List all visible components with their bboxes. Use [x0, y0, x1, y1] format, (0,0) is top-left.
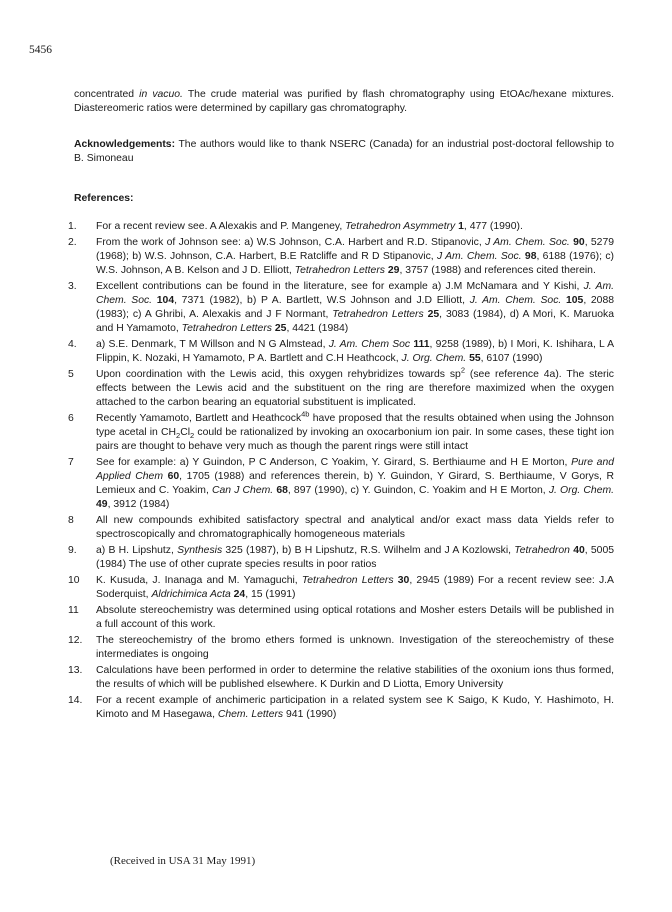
reference-text: For a recent example of anchimeric participation in a related system see K Saigo, K Kudo, Y. Hashimoto, H. Kimoto and M Hasegawa, Chem. Letters 941 (1990)	[96, 695, 614, 720]
reference-text: a) S.E. Denmark, T M Willson and N G Almstead, J. Am. Chem Soc 111, 9258 (1989), b) I Mori, K. Ishihara, L A Flippin, K. Nozaki, H Yamamoto, P A. Bartlett and C.H Heathcock, J. Org. Chem. 55, 6107 (1990)	[96, 339, 615, 364]
reference-number: 3.	[68, 281, 77, 292]
page-number: 5456	[29, 44, 52, 56]
reference-item	[68, 604, 614, 632]
reference-item	[68, 365, 614, 410]
references-heading: References:	[74, 193, 134, 204]
reference-number: 7	[68, 457, 74, 468]
reference-item	[68, 544, 615, 572]
reference-text: K. Kusuda, J. Inanaga and M. Yamaguchi, Tetrahedron Letters 30, 2945 (1989) For a recent review see: J.A Soderquist, Aldrichimica Acta 24, 15 (1991)	[96, 575, 614, 600]
reference-text: The stereochemistry of the bromo ethers formed is unknown. Investigation of the stereochemistry of these intermediates is ongoing	[96, 635, 614, 660]
reference-text: See for example: a) Y Guindon, P C Anderson, C Yoakim, Y. Girard, S. Berthiaume and H E Morton, Pure and Applied Chem 60, 1705 (1988) and references therein, b) Y. Guindon, Y Girard, S. Berthiaume, V Gorys, R Lemieux and C. Yoakim, Can J Chem. 68, 897 (1990), c) Y. Guindon, C. Yoakim and H E Morton, J. Org. Chem. 49, 3912 (1984)	[96, 457, 615, 510]
experimental-paragraph: concentrated in vacuo. The crude material was purified by flash chromatography using EtOAc/hexane mixtures. Diastereomeric ratios were determined by capillary gas chromatography.	[74, 89, 614, 114]
acknowledgements-paragraph	[74, 138, 614, 166]
references-list	[68, 220, 615, 722]
reference-text: Recently Yamamoto, Bartlett and Heathcock$^{4b}$ have proposed that the results obtained when using the Johnson type acetal in $CH_2Cl_2$ could be rationalized by invoking an oxocarbonium ion pair. In some cases, these tight ion pairs are thought to behave very much as though the parent rings were still intact	[96, 409, 615, 452]
page-body	[68, 88, 615, 724]
reference-text: Absolute stereochemistry was determined using optical rotations and Mosher esters Details will be published in a full account of this work.	[96, 605, 614, 630]
reference-number: 5	[68, 369, 74, 380]
reference-text: All new compounds exhibited satisfactory spectral and analytical and/or exact mass data Yields refer to spectroscopically and chromatographically homogeneous materials	[96, 515, 614, 540]
reference-number: 6	[68, 413, 74, 424]
reference-text: For a recent review see. A Alexakis and P. Mangeney, Tetrahedron Asymmetry 1, 477 (1990).	[96, 221, 523, 232]
reference-number: 2.	[68, 237, 77, 248]
acknowledgements-heading: Acknowledgements:	[74, 139, 176, 150]
reference-number: 1.	[68, 221, 77, 232]
reference-text: Calculations have been performed in order to determine the relative stabilities of the oxonium ions thus formed, the results of which will be published elsewhere. K Durkin and D Liotta, Emory University	[96, 665, 614, 690]
reference-number: 8	[68, 515, 74, 526]
reference-item	[68, 514, 614, 542]
reference-number: 13.	[68, 665, 83, 676]
reference-item	[68, 280, 615, 336]
acknowledgements-text: The authors would like to thank NSERC (Canada) for an industrial post-doctoral fellowship to B. Simoneau	[74, 139, 614, 164]
reference-number: 9.	[68, 545, 77, 556]
reference-text: a) B H. Lipshutz, Synthesis 325 (1987), b) B H Lipshutz, R.S. Wilhelm and J A Kozlowski, Tetrahedron 40, 5005 (1984) The use of other cuprate species results in poor ratios	[96, 545, 615, 570]
received-date: (Received in USA 31 May 1991)	[110, 855, 256, 867]
reference-text: Excellent contributions can be found in the literature, see for example a) J.M McNamara and Y Kishi, J. Am. Chem. Soc. 104, 7371 (1982), b) P A. Bartlett, W.S Johnson and J.D Elliott, J. Am. Chem. Soc. 105, 2088 (1983); c) A Ghribi, A. Alexakis and J F Normant, Tetrahedron Letters 25, 3083 (1984), d) A Mori, K. Maruoka and H Yamamoto, Tetrahedron Letters 25, 4421 (1984)	[96, 281, 615, 334]
reference-item	[68, 456, 615, 512]
reference-item	[68, 338, 615, 366]
reference-item	[68, 574, 614, 602]
reference-item	[68, 634, 614, 662]
reference-text: From the work of Johnson see: a) W.S Johnson, C.A. Harbert and R.D. Stipanovic, J Am. Chem. Soc. 90, 5279 (1968); b) W.S. Johnson, C.A. Harbert, B.E Ratcliffe and R D Stipanovic, J Am. Chem. Soc. 98, 6188 (1976); c) W.S. Johnson, A B. Kelson and J D. Elliott, Tetrahedron Letters 29, 3757 (1988) and references cited therein.	[96, 237, 615, 276]
reference-text: Upon coordination with the Lewis acid, this oxygen rehybridizes towards $sp^2$ (see reference 4a). The steric effects between the Lewis acid and the substituent on the ring are therefore maximized when the oxygen attached to the carbon bearing an equatorial substituent is implicated.	[96, 365, 614, 408]
reference-item	[68, 220, 614, 234]
reference-number: 11	[68, 605, 79, 616]
reference-number: 12.	[68, 635, 83, 646]
reference-item	[68, 694, 614, 722]
reference-item	[68, 409, 615, 454]
reference-number: 10	[68, 575, 80, 586]
reference-item	[68, 236, 615, 278]
reference-item	[68, 664, 614, 692]
reference-number: 14.	[68, 695, 83, 706]
reference-number: 4.	[68, 339, 77, 350]
